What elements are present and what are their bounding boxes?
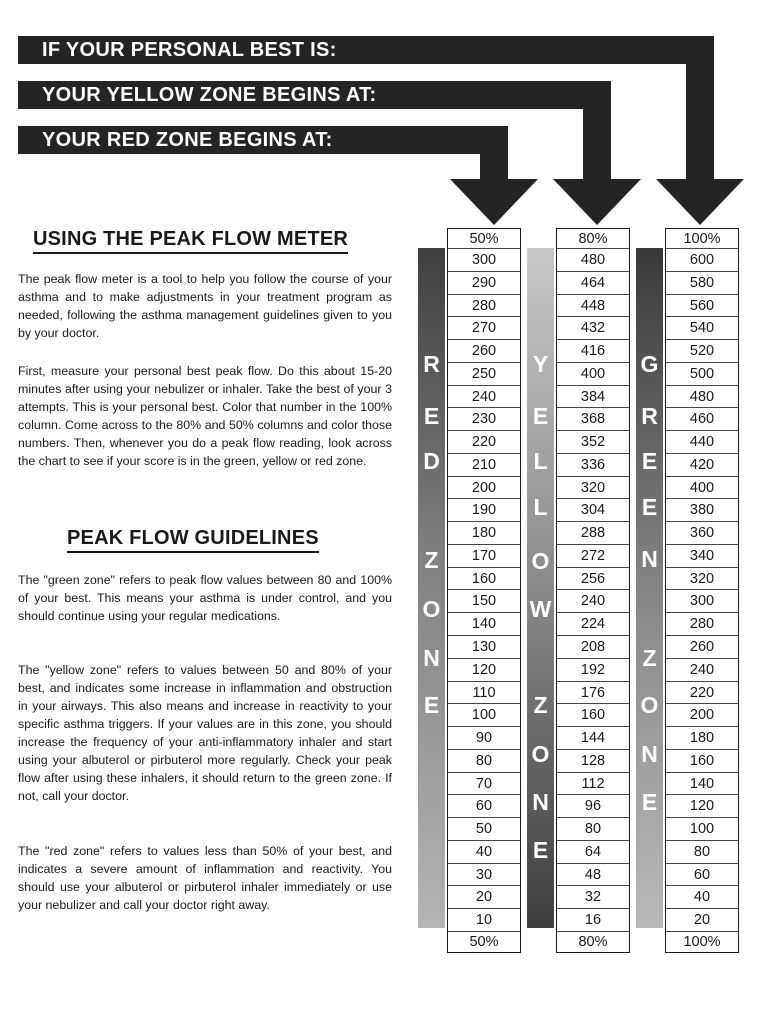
- col100-value-cell: 320: [666, 568, 738, 591]
- arrow-stem-80: [583, 81, 611, 180]
- col50-value-cell: 30: [448, 864, 520, 887]
- col80-value-cell: 192: [557, 659, 629, 682]
- col50-value-cell: 220: [448, 431, 520, 454]
- col80-value-cell: 80: [557, 818, 629, 841]
- col50-value-cell: 80: [448, 750, 520, 773]
- col80-value-cell: 48: [557, 864, 629, 887]
- col100-value-cell: 100: [666, 818, 738, 841]
- red-zone-letter: Z: [424, 547, 439, 573]
- col50-value-cell: 300: [448, 249, 520, 272]
- col80-value-cell: 384: [557, 386, 629, 409]
- paragraph-yellow-zone: The "yellow zone" refers to values between 50 and 80% of your best, and indicates some increase in inflammation and obstruction in your airways. This also means and increase in reactivity to your specific asthma triggers. If your values are in this zone, you should increase the frequency of your anti-inflammatory inhaler and start using your albuterol or pirbuterol more regularly. Check your peak flow after using these inhalers, it should return to the green zone. If not, call your doctor.: [18, 663, 392, 803]
- col50-footer: 50%: [469, 933, 499, 950]
- green-zone-bar: [636, 248, 663, 928]
- col80-value-cell: 432: [557, 317, 629, 340]
- col80-value-cell: 208: [557, 636, 629, 659]
- red-zone-letter: O: [422, 596, 441, 622]
- yellow-zone-letter: L: [533, 448, 548, 474]
- yellow-zone-band: [18, 81, 611, 109]
- red-zone-letter: E: [423, 692, 440, 718]
- col100-value-cell: 80: [666, 841, 738, 864]
- green-zone-letter: R: [641, 403, 658, 429]
- col100-value-cell: 380: [666, 499, 738, 522]
- col50-value-cell: 120: [448, 659, 520, 682]
- col100-value-cell: 60: [666, 864, 738, 887]
- personal-best-label: IF YOUR PERSONAL BEST IS:: [42, 39, 337, 61]
- col80-value-cell: 448: [557, 295, 629, 318]
- col100-value-cell: 400: [666, 477, 738, 500]
- col100-value-cell: 140: [666, 773, 738, 796]
- col50-value-cell: 280: [448, 295, 520, 318]
- col80-value-cell: 352: [557, 431, 629, 454]
- col50-value-cell: 180: [448, 522, 520, 545]
- green-zone-letter: G: [640, 351, 659, 377]
- col50-value-cell: 20: [448, 886, 520, 909]
- yellow-zone-label: YOUR YELLOW ZONE BEGINS AT:: [42, 84, 377, 106]
- paragraph-intro: The peak flow meter is a tool to help you follow the course of your asthma and to make adjustments in your treatment program as needed, following the asthma management guidelines given to you by your doctor.: [18, 272, 392, 340]
- arrow-down-icon-100: [656, 179, 744, 225]
- col80-value-cell: 128: [557, 750, 629, 773]
- col50-value-cell: 260: [448, 340, 520, 363]
- green-zone-letter: N: [641, 546, 658, 572]
- col50-value-cell: 160: [448, 568, 520, 591]
- col100-value-cell: 120: [666, 795, 738, 818]
- green-zone-letter: E: [641, 494, 658, 520]
- col80-value-cell: 96: [557, 795, 629, 818]
- col80-value-cell: 224: [557, 613, 629, 636]
- col80-value-cell: 320: [557, 477, 629, 500]
- col50-value-cell: 140: [448, 613, 520, 636]
- yellow-zone-letter: N: [532, 789, 549, 815]
- yellow-zone-letter: E: [532, 837, 549, 863]
- col50-value-cell: 50: [448, 818, 520, 841]
- col80-value-cell: 32: [557, 886, 629, 909]
- col100-value-cell: 220: [666, 682, 738, 705]
- col50-value-cell: 70: [448, 773, 520, 796]
- yellow-zone-letter: O: [531, 741, 550, 767]
- yellow-zone-letter: W: [529, 596, 552, 622]
- col100-value-cell: 300: [666, 590, 738, 613]
- column-100-percent: [665, 228, 739, 953]
- col80-value-cell: 336: [557, 454, 629, 477]
- col100-value-cell: 440: [666, 431, 738, 454]
- col80-value-cell: 272: [557, 545, 629, 568]
- col100-value-cell: 360: [666, 522, 738, 545]
- col100-header: 100%: [666, 229, 738, 249]
- col50-value-cell: 270: [448, 317, 520, 340]
- green-zone-letter: E: [641, 448, 658, 474]
- col50-value-cell: 200: [448, 477, 520, 500]
- yellow-zone-letter: L: [533, 494, 548, 520]
- col50-value-cell: 240: [448, 386, 520, 409]
- arrow-stem-50: [480, 126, 508, 180]
- personal-best-band: [18, 36, 714, 64]
- col100-value-cell: 500: [666, 363, 738, 386]
- col50-value-cell: 110: [448, 682, 520, 705]
- col80-value-cell: 176: [557, 682, 629, 705]
- col50-value-cell: 290: [448, 272, 520, 295]
- green-zone-letter: O: [640, 692, 659, 718]
- red-zone-letter: E: [423, 403, 440, 429]
- heading-guidelines: PEAK FLOW GUIDELINES: [67, 527, 319, 553]
- column-50-percent: [447, 228, 521, 953]
- col100-value-cell: 420: [666, 454, 738, 477]
- col80-footer: 80%: [578, 933, 608, 950]
- col50-value-cell: 40: [448, 841, 520, 864]
- red-zone-band: [18, 126, 508, 154]
- col100-value-cell: 160: [666, 750, 738, 773]
- col100-value-cell: 260: [666, 636, 738, 659]
- col100-value-cell: 600: [666, 249, 738, 272]
- green-zone-letter: Z: [642, 645, 657, 671]
- col100-value-cell: 340: [666, 545, 738, 568]
- col80-value-cell: 464: [557, 272, 629, 295]
- col100-value-cell: 280: [666, 613, 738, 636]
- col50-value-cell: 230: [448, 408, 520, 431]
- col50-value-cell: 210: [448, 454, 520, 477]
- col80-value-cell: 416: [557, 340, 629, 363]
- col80-value-cell: 480: [557, 249, 629, 272]
- col50-value-cell: 250: [448, 363, 520, 386]
- col80-value-cell: 240: [557, 590, 629, 613]
- col80-value-cell: 304: [557, 499, 629, 522]
- col50-value-cell: 90: [448, 727, 520, 750]
- col80-value-cell: 400: [557, 363, 629, 386]
- red-zone-letter: R: [423, 351, 440, 377]
- col80-value-cell: 64: [557, 841, 629, 864]
- arrow-stem-100: [686, 36, 714, 180]
- col100-value-cell: 480: [666, 386, 738, 409]
- paragraph-instructions: First, measure your personal best peak flow. Do this about 15-20 minutes after using your nebulizer or inhaler. Take the best of your 3 attempts. This is your personal best. Color that number in the 100% column. Come across to the 80% and 50% columns and color those numbers. Then, whenever you do a peak flow reading, look across the chart to see if your score is in the green, yellow or red zone.: [18, 364, 392, 468]
- col80-value-cell: 160: [557, 704, 629, 727]
- col50-value-cell: 150: [448, 590, 520, 613]
- col80-value-cell: 256: [557, 568, 629, 591]
- col100-value-cell: 20: [666, 909, 738, 932]
- col80-value-cell: 368: [557, 408, 629, 431]
- col100-footer: 100%: [683, 933, 721, 950]
- yellow-zone-letter: O: [531, 548, 550, 574]
- col50-value-cell: 190: [448, 499, 520, 522]
- col80-value-cell: 288: [557, 522, 629, 545]
- yellow-zone-bar: [527, 248, 554, 928]
- col100-value-cell: 540: [666, 317, 738, 340]
- col80-value-cell: 16: [557, 909, 629, 932]
- green-zone-letter: N: [641, 741, 658, 767]
- yellow-zone-letter: E: [532, 403, 549, 429]
- col50-value-cell: 170: [448, 545, 520, 568]
- col50-value-cell: 60: [448, 795, 520, 818]
- col100-value-cell: 40: [666, 886, 738, 909]
- col100-value-cell: 520: [666, 340, 738, 363]
- paragraph-green-zone: The "green zone" refers to peak flow values between 80 and 100% of your best. This means your asthma is under control, and you should continue using your regular medications.: [18, 573, 392, 623]
- yellow-zone-letter: Y: [532, 351, 549, 377]
- col80-value-cell: 144: [557, 727, 629, 750]
- col100-value-cell: 460: [666, 408, 738, 431]
- col100-value-cell: 200: [666, 704, 738, 727]
- red-zone-letter: D: [423, 448, 440, 474]
- arrow-down-icon-80: [553, 179, 641, 225]
- col50-value-cell: 10: [448, 909, 520, 932]
- col50-value-cell: 100: [448, 704, 520, 727]
- red-zone-bar: [418, 248, 445, 928]
- paragraph-red-zone: The "red zone" refers to values less than 50% of your best, and indicates a severe amount of inflammation and reactivity. You should use your albuterol or pirbuterol inhaler immediately or use your nebulizer and call your doctor right away.: [18, 844, 392, 912]
- arrow-down-icon-50: [450, 179, 538, 225]
- red-zone-letter: N: [423, 645, 440, 671]
- col100-value-cell: 560: [666, 295, 738, 318]
- col100-value-cell: 180: [666, 727, 738, 750]
- green-zone-letter: E: [641, 789, 658, 815]
- col50-header: 50%: [448, 229, 520, 249]
- col100-value-cell: 240: [666, 659, 738, 682]
- col50-value-cell: 130: [448, 636, 520, 659]
- red-zone-label: YOUR RED ZONE BEGINS AT:: [42, 129, 333, 151]
- col80-value-cell: 112: [557, 773, 629, 796]
- col100-value-cell: 580: [666, 272, 738, 295]
- heading-using-meter: USING THE PEAK FLOW METER: [33, 228, 348, 254]
- yellow-zone-letter: Z: [533, 692, 548, 718]
- column-80-percent: [556, 228, 630, 953]
- col80-header: 80%: [557, 229, 629, 249]
